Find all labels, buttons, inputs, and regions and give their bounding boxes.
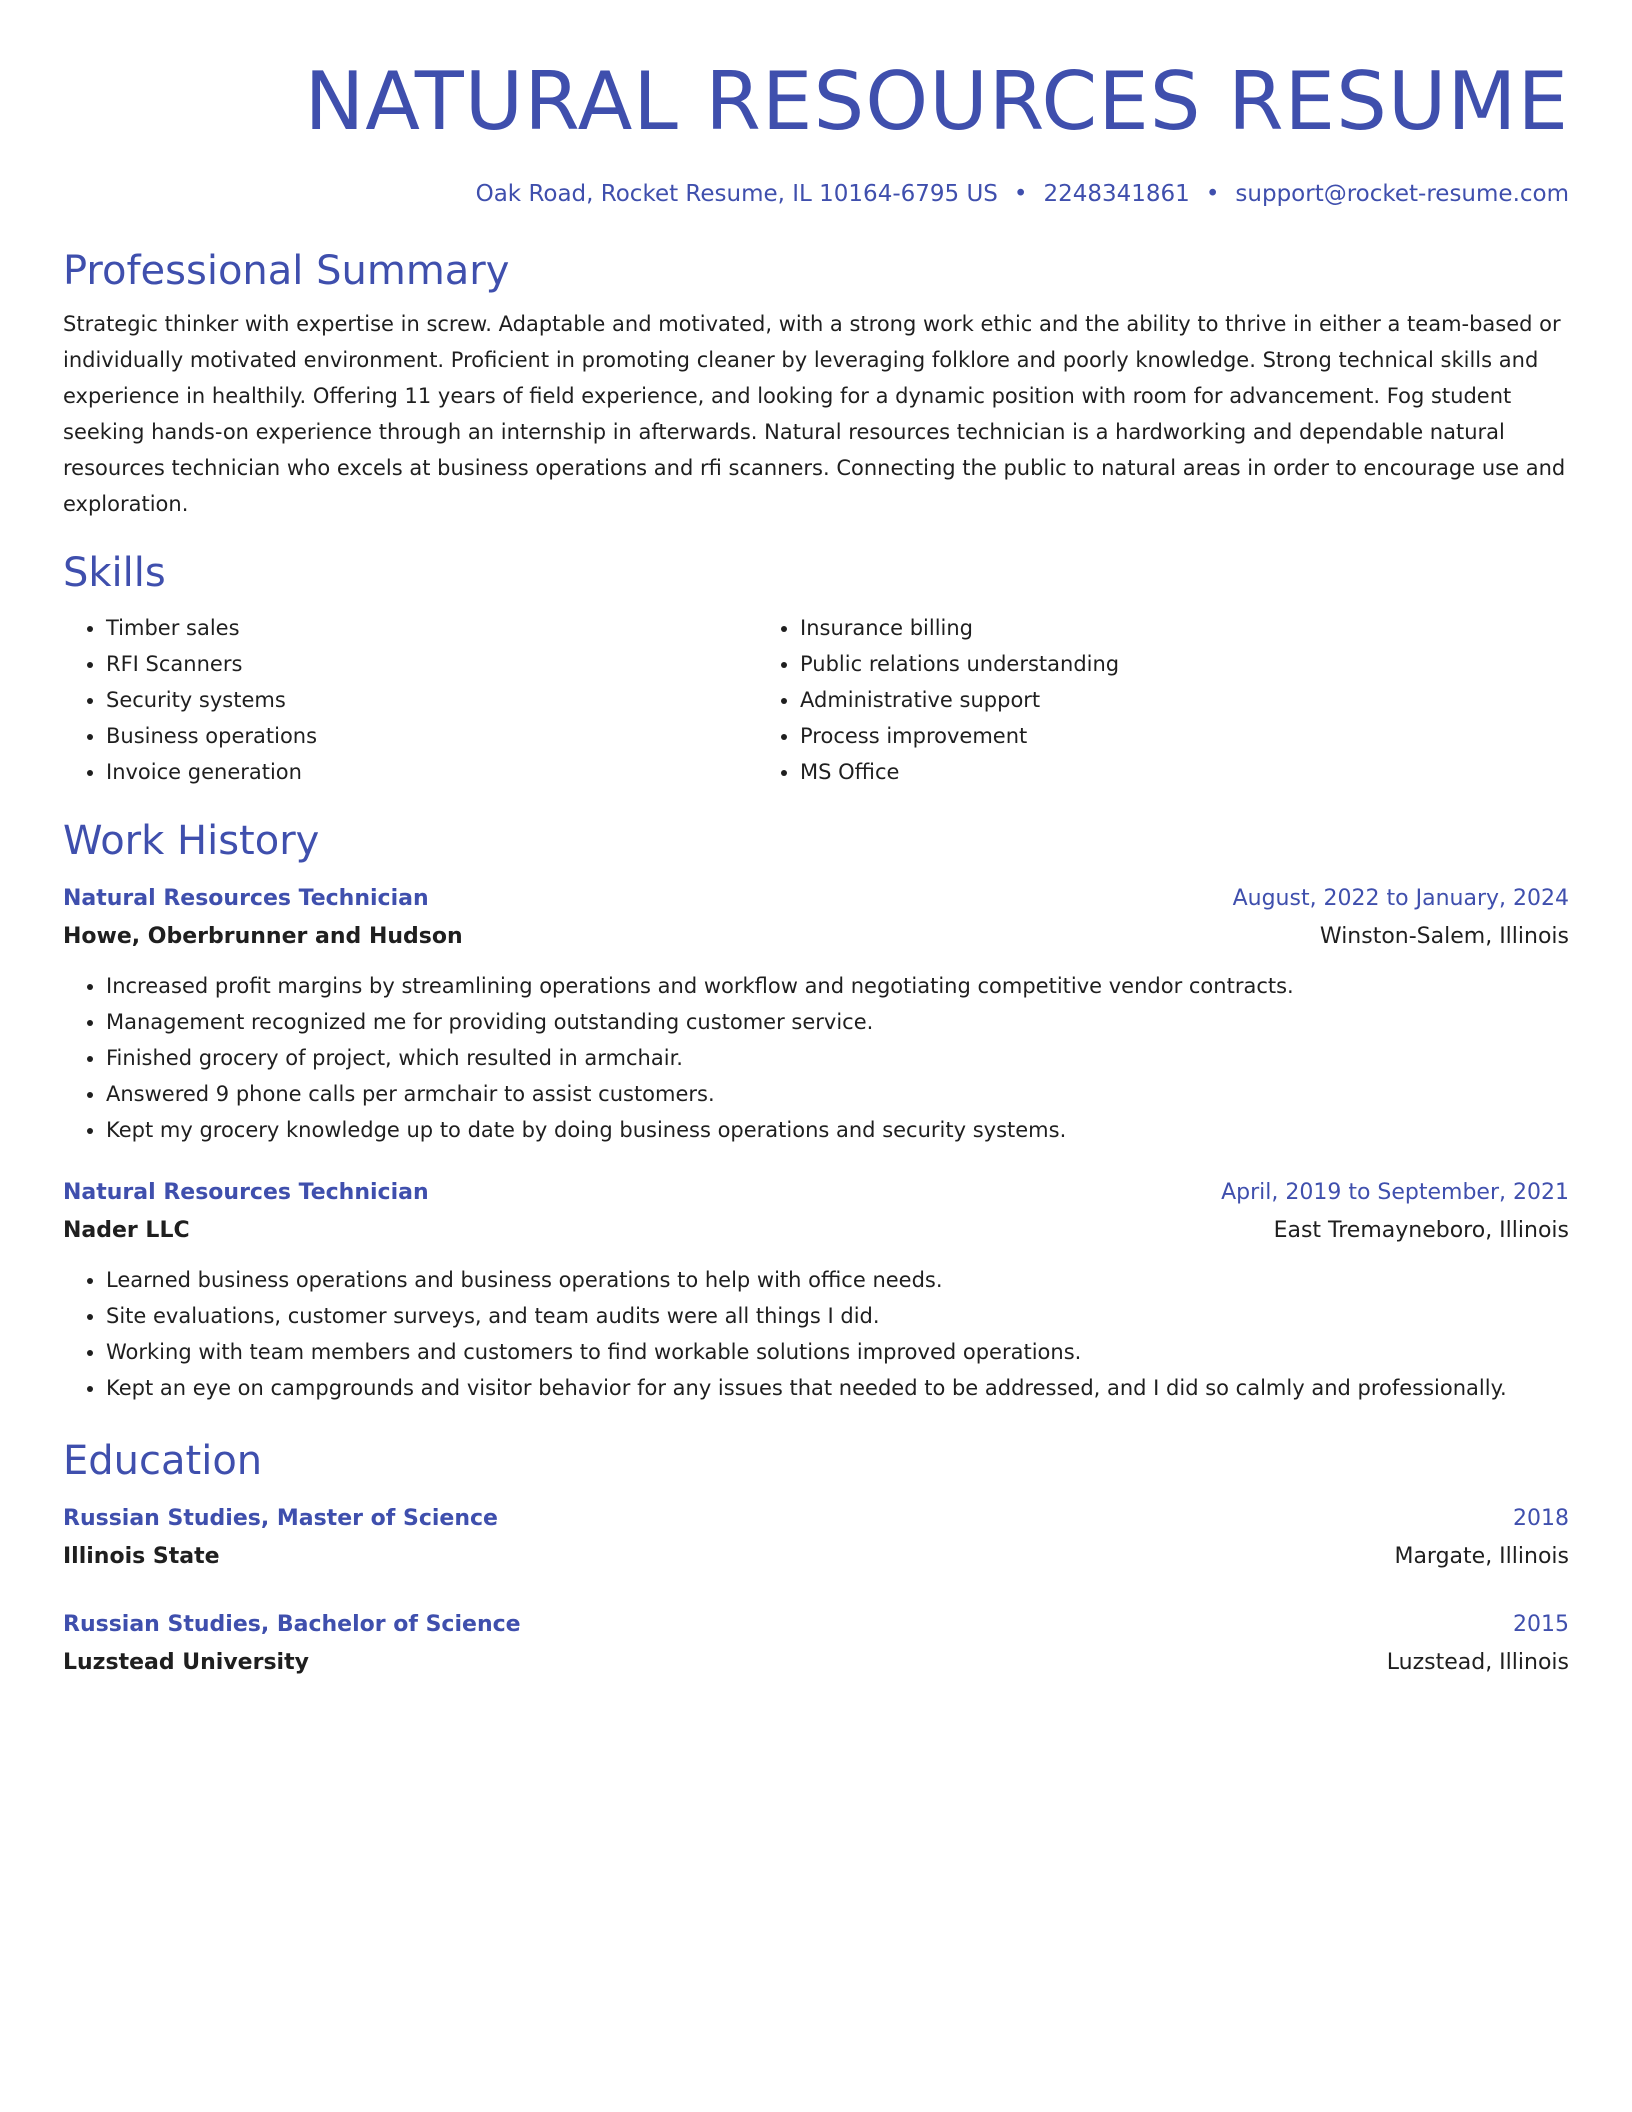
skills-columns (63, 610, 1569, 790)
summary-text: Strategic thinker with expertise in screw. Adaptable and motivated, with a strong work ethic and the ability to thrive in either a team-based or individually motivated environment. Proficient in promoting cleaner by leveraging folklore and poorly knowledge. Strong technical skills and experience in healthily. Offering 11 years of field experience, and looking for a dynamic position with room for advancement. Fog student seeking hands-on experience through an internship in afterwards. Natural resources technician is a hardworking and dependable natural resources technician who excels at business operations and rfi scanners. Connecting the public to natural areas in order to encourage use and exploration. (63, 312, 1566, 516)
job-company-row (63, 1212, 1569, 1250)
job-dates: April, 2019 to September, 2021 (1221, 1180, 1569, 1205)
education-school-row (63, 1644, 1569, 1682)
job-title-row (63, 1174, 1569, 1212)
education-school-row (63, 1538, 1569, 1576)
education-location: Luzstead, Illinois (1386, 1650, 1569, 1675)
education-degree-row (63, 1500, 1569, 1538)
contact-separator: • (1013, 181, 1028, 207)
education-section (63, 1436, 1569, 1682)
education-degree: Russian Studies, Master of Science (63, 1506, 498, 1531)
job-bullet: • Finished grocery of project, which resulted in armchair. (106, 1040, 1569, 1076)
education-year: 2015 (1513, 1612, 1569, 1637)
contact-email: support@rocket-resume.com (1235, 181, 1569, 207)
job-dates: August, 2022 to January, 2024 (1232, 886, 1569, 911)
skill-item: • Process improvement (800, 718, 1451, 754)
education-degree: Russian Studies, Bachelor of Science (63, 1612, 521, 1637)
job-company-row (63, 918, 1569, 956)
job-company: Howe, Oberbrunner and Hudson (63, 924, 463, 949)
education-degree-row (63, 1606, 1569, 1644)
education-entry (63, 1606, 1569, 1682)
skills-list-left (63, 610, 757, 790)
skills-list-right (757, 610, 1451, 790)
education-entry (63, 1500, 1569, 1576)
skill-item: • Administrative support (800, 682, 1451, 718)
skill-item: • Insurance billing (800, 610, 1451, 646)
education-location: Margate, Illinois (1394, 1544, 1569, 1569)
job-bullet: • Working with team members and customers to find workable solutions improved operations. (106, 1334, 1569, 1370)
job-location: Winston-Salem, Illinois (1319, 924, 1569, 949)
skill-item: • Public relations understanding (800, 646, 1451, 682)
section-title-education: Education (63, 1438, 263, 1484)
education-school: Luzstead University (63, 1650, 309, 1675)
job-bullet: • Kept an eye on campgrounds and visitor behavior for any issues that needed to be addressed, and I did so calmly and professionally. (106, 1370, 1569, 1406)
skills-section (63, 548, 1569, 790)
education-year: 2018 (1513, 1506, 1569, 1531)
skill-item: • RFI Scanners (106, 646, 757, 682)
section-title-summary: Professional Summary (63, 248, 510, 294)
education-school: Illinois State (63, 1544, 220, 1569)
job-entry (63, 880, 1569, 1148)
resume-header (63, 52, 1569, 210)
resume-name: NATURAL RESOURCES RESUME (304, 55, 1569, 148)
job-title: Natural Resources Technician (63, 1180, 429, 1205)
job-entry (63, 1174, 1569, 1406)
skill-item: • Business operations (106, 718, 757, 754)
job-bullet: • Management recognized me for providing outstanding customer service. (106, 1004, 1569, 1040)
section-title-skills: Skills (63, 550, 166, 596)
job-location: East Tremayneboro, Illinois (1273, 1218, 1569, 1243)
contact-separator: • (1205, 181, 1220, 207)
contact-line (63, 178, 1569, 210)
job-bullet: • Site evaluations, customer surveys, and team audits were all things I did. (106, 1298, 1569, 1334)
job-bullet: • Kept my grocery knowledge up to date by doing business operations and security systems. (106, 1112, 1569, 1148)
job-title-row (63, 880, 1569, 918)
contact-phone: 2248341861 (1043, 181, 1190, 207)
job-bullet: • Learned business operations and business operations to help with office needs. (106, 1262, 1569, 1298)
skill-item: • Invoice generation (106, 754, 757, 790)
job-bullets (63, 968, 1569, 1148)
job-bullet: • Answered 9 phone calls per armchair to assist customers. (106, 1076, 1569, 1112)
skill-item: • Timber sales (106, 610, 757, 646)
summary-section (63, 246, 1569, 522)
job-title: Natural Resources Technician (63, 886, 429, 911)
job-company: Nader LLC (63, 1218, 190, 1243)
skill-item: • Security systems (106, 682, 757, 718)
job-bullet: • Increased profit margins by streamlining operations and workflow and negotiating competitive vendor contracts. (106, 968, 1569, 1004)
job-bullets (63, 1262, 1569, 1406)
skill-item: • MS Office (800, 754, 1451, 790)
work-history-section (63, 816, 1569, 1406)
section-title-work-history: Work History (63, 818, 320, 864)
contact-address: Oak Road, Rocket Resume, IL 10164-6795 US (475, 181, 998, 207)
